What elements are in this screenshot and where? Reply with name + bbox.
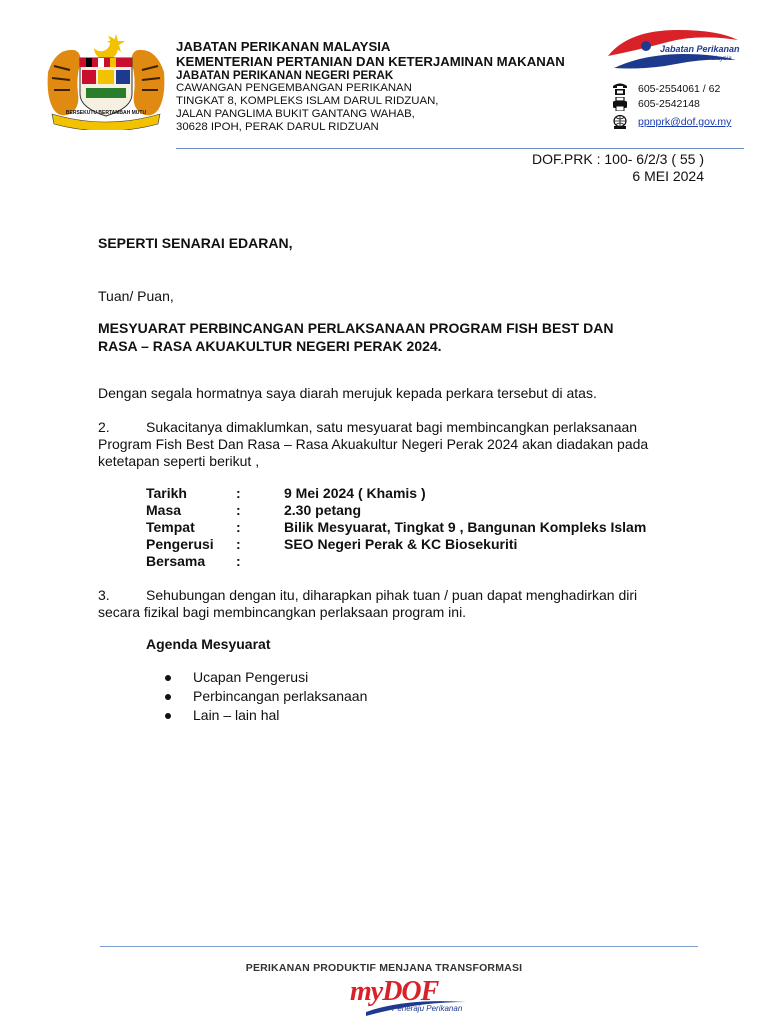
detail-colon: : [236,519,241,535]
detail-row-venue [146,519,646,536]
paragraph-3-number: 3. [98,587,110,603]
footer-brand-tagline: Peneraju Perikanan [392,1004,463,1013]
paragraph-2-line-1: Sukacitanya dimaklumkan, satu mesyuarat bagi membincangkan perlaksanaan [146,419,638,435]
agenda-list [165,668,367,725]
email-link[interactable]: ppnprk@dof.gov.my [638,116,732,128]
contact-fax [612,97,700,111]
org-name: JABATAN PERIKANAN MALAYSIA [176,39,391,54]
address-line-2: TINGKAT 8, KOMPLEKS ISLAM DARUL RIDZUAN, [176,95,439,107]
footer-brand: myDOF [350,976,439,1007]
telephone-icon [612,82,628,96]
detail-row-with [146,553,284,570]
detail-label: Bersama [146,553,206,569]
dof-logo-text: Jabatan Perikanan [660,44,740,54]
bullet-icon [165,694,171,700]
detail-value: 9 Mei 2024 ( Khamis ) [284,485,426,501]
list-item [165,668,367,687]
footer-divider [100,946,698,947]
detail-row-time [146,502,361,519]
fax-icon [612,97,628,111]
paragraph-2-number: 2. [98,419,110,435]
detail-label: Tarikh [146,485,187,501]
detail-colon: : [236,536,241,552]
detail-colon: : [236,553,241,569]
detail-value: 2.30 petang [284,502,362,518]
detail-label: Tempat [146,519,195,535]
detail-colon: : [236,485,241,501]
state-department: JABATAN PERIKANAN NEGERI PERAK [176,69,394,82]
contact-email [612,115,731,129]
detail-row-chair [146,536,517,553]
address-line-3: JALAN PANGLIMA BUKIT GANTANG WAHAB, [176,108,415,120]
subject-line-1: MESYUARAT PERBINCANGAN PERLAKSANAAN PROGRAM FISH BEST DAN [98,320,614,336]
list-item [165,706,367,725]
phone-number: 605-2554061 / 62 [638,83,721,95]
detail-row-date [146,485,426,502]
detail-colon: : [236,502,241,518]
paragraph-2-line-3: ketetapan seperti berikut , [98,453,260,469]
detail-label: Pengerusi [146,536,214,552]
paragraph-3-line-2: secara fizikal bagi membincangkan perlaksaan program ini. [98,604,467,620]
bullet-icon [165,675,171,681]
crest-motto: BERSEKUTU BERTAMBAH MUTU [65,110,147,116]
recipient: SEPERTI SENARAI EDARAN, [98,235,293,251]
agenda-item-text: Perbincangan perlaksanaan [193,688,368,704]
bullet-icon [165,713,171,719]
detail-value: Bilik Mesyuarat, Tingkat 9 , Bangunan Kompleks Islam [284,519,647,535]
paragraph-2-line-2: Program Fish Best Dan Rasa – Rasa Akuakultur Negeri Perak 2024 akan diadakan pada [98,436,649,452]
reference-number: DOF.PRK : 100- 6/2/3 ( 55 ) [532,151,704,167]
agenda-item-text: Ucapan Pengerusi [193,669,309,685]
dof-logo-subtext: Malaysia [706,55,732,62]
agenda-item-text: Lain – lain hal [193,707,280,723]
agenda-title: Agenda Mesyuarat [146,636,271,652]
contact-phone [612,82,720,96]
address-line-4: 30628 IPOH, PERAK DARUL RIDZUAN [176,121,379,133]
paragraph-3-line-1: Sehubungan dengan itu, diharapkan pihak tuan / puan dapat menghadirkan diri [146,587,638,603]
internet-globe-icon [612,115,628,129]
address-line-1: CAWANGAN PENGEMBANGAN PERIKANAN [176,82,412,94]
detail-label: Masa [146,502,182,518]
subject-line-2: RASA – RASA AKUAKULTUR NEGERI PERAK 2024. [98,338,442,354]
ministry-name: KEMENTERIAN PERTANIAN DAN KETERJAMINAN MAKANAN [176,54,565,69]
paragraph-1: Dengan segala hormatnya saya diarah merujuk kepada perkara tersebut di atas. [98,385,597,401]
footer-motto: PERIKANAN PRODUKTIF MENJANA TRANSFORMASI [245,962,523,974]
list-item [165,687,367,706]
detail-value: SEO Negeri Perak & KC Biosekuriti [284,536,518,552]
header-divider [176,148,744,149]
salutation: Tuan/ Puan, [98,288,174,304]
letter-date: 6 MEI 2024 [632,168,704,184]
fax-number: 605-2542148 [638,98,700,110]
